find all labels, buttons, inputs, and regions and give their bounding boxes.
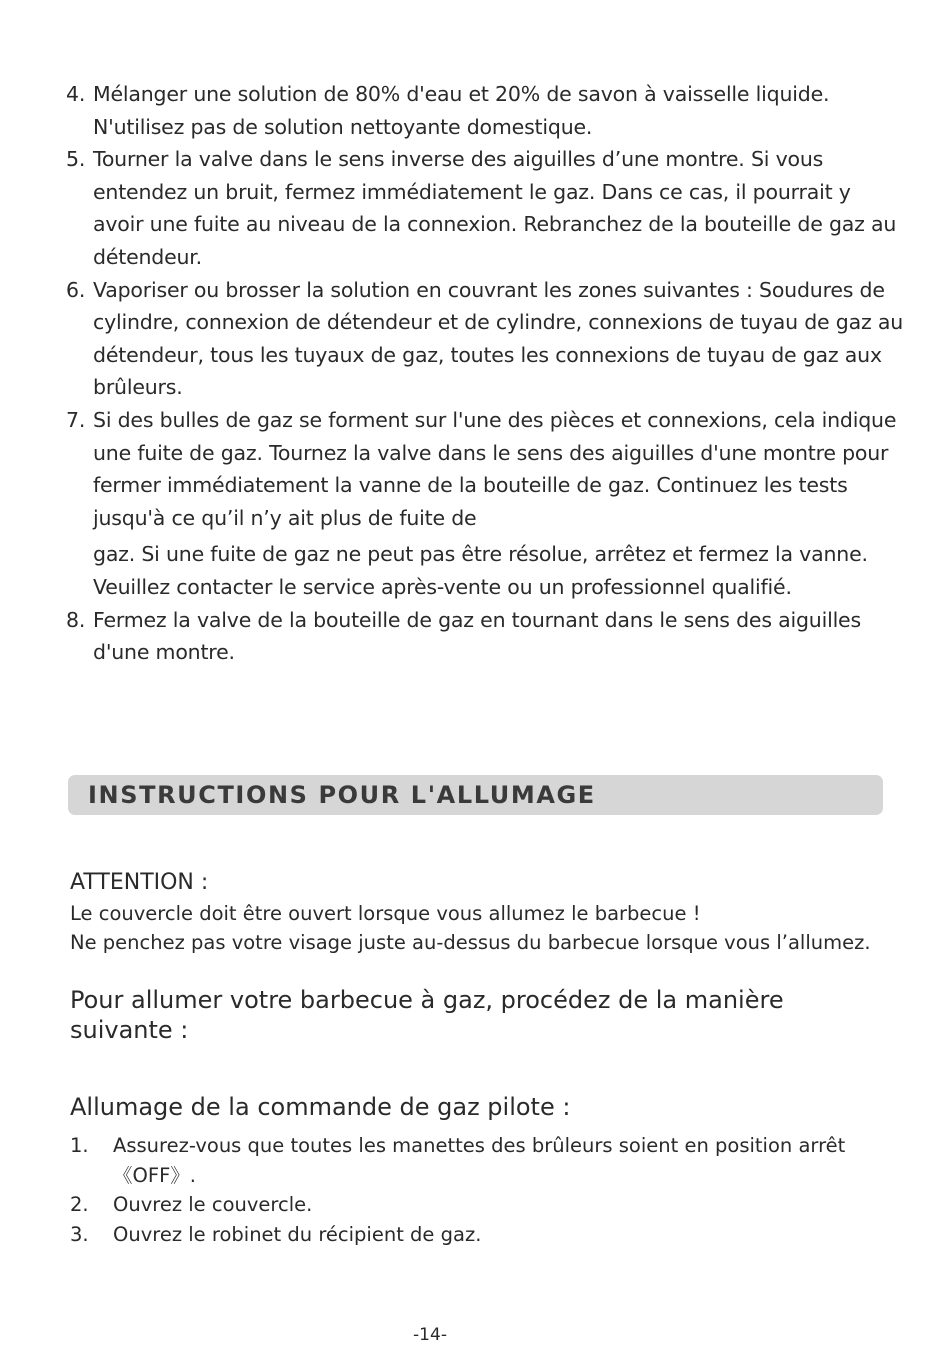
warning-text: [70, 900, 890, 957]
section-title: INSTRUCTIONS POUR L'ALLUMAGE: [88, 781, 596, 809]
list-item: [70, 1190, 890, 1220]
list-item: [66, 78, 906, 143]
list-item: [70, 1220, 890, 1250]
step-text: Si des bulles de gaz se forment sur l'une des pièces et connexions, cela indique une fuite de gaz. Tournez la valve dans le sens des aiguilles d'une montre pour fermer immédiatement la vanne de la bouteille de gaz. Continuez les tests jusqu'à ce qu’il n’y ait plus de fuite de: [93, 407, 897, 530]
step-text: Mélanger une solution de 80% d'eau et 20% de savon à vaisselle liquide. N'utilisez pas de solution nettoyante domestique.: [93, 82, 830, 139]
list-item: [66, 604, 906, 669]
step-text: Vaporiser ou brosser la solution en couvrant les zones suivantes : Soudures de cylindre, connexion de détendeur et de cylindre, connexions de tuyau de gaz au détendeur, tous les tuyaux de gaz, toutes les connexions de tuyau de gaz aux brûleurs.: [93, 277, 903, 400]
page-number: -14-: [413, 1325, 447, 1345]
step-number: 7.: [66, 407, 86, 432]
step-text: Fermez la valve de la bouteille de gaz en tournant dans le sens des aiguilles d'une montre.: [93, 607, 861, 665]
pilot-steps: [70, 1131, 890, 1249]
step-number: 1.: [70, 1134, 89, 1157]
list-item: [66, 143, 906, 273]
list-item: [66, 404, 906, 604]
step-number: 2.: [70, 1193, 89, 1216]
step-number: 3.: [70, 1222, 89, 1246]
step-number: 6.: [66, 277, 86, 302]
warning-line: Ne penchez pas votre visage juste au-dessus du barbecue lorsque vous l’allumez.: [70, 930, 871, 954]
step-text: Ouvrez le robinet du récipient de gaz.: [113, 1222, 482, 1246]
warning-line: Le couvercle doit être ouvert lorsque vous allumez le barbecue !: [70, 902, 701, 925]
pilot-heading: Allumage de la commande de gaz pilote :: [70, 1093, 571, 1121]
list-item: [70, 1131, 890, 1190]
step-number: 8.: [66, 607, 86, 632]
step-number: 5.: [66, 147, 86, 172]
step-text: Assurez-vous que toutes les manettes des brûleurs soient en position arrêt 《OFF》.: [113, 1134, 846, 1187]
section-heading-bar: [68, 775, 883, 815]
leak-test-steps: [66, 78, 906, 669]
list-item: [66, 274, 906, 404]
step-text-continued: gaz. Si une fuite de gaz ne peut pas être résolue, arrêtez et fermez la vanne. Veuillez contacter le service après-vente ou un professionnel qualifié.: [93, 542, 868, 599]
step-text: Ouvrez le couvercle.: [113, 1193, 313, 1216]
ignition-intro: Pour allumer votre barbecue à gaz, procédez de la manière suivante :: [70, 986, 784, 1044]
step-number: 4.: [66, 82, 86, 106]
attention-label: ATTENTION :: [70, 870, 209, 895]
step-text-block: [93, 404, 906, 604]
step-text: Tourner la valve dans le sens inverse des aiguilles d’une montre. Si vous entendez un bruit, fermez immédiatement le gaz. Dans ce cas, il pourrait y avoir une fuite au niveau de la connexion. Rebranchez de la bouteille de gaz au détendeur.: [93, 147, 897, 269]
